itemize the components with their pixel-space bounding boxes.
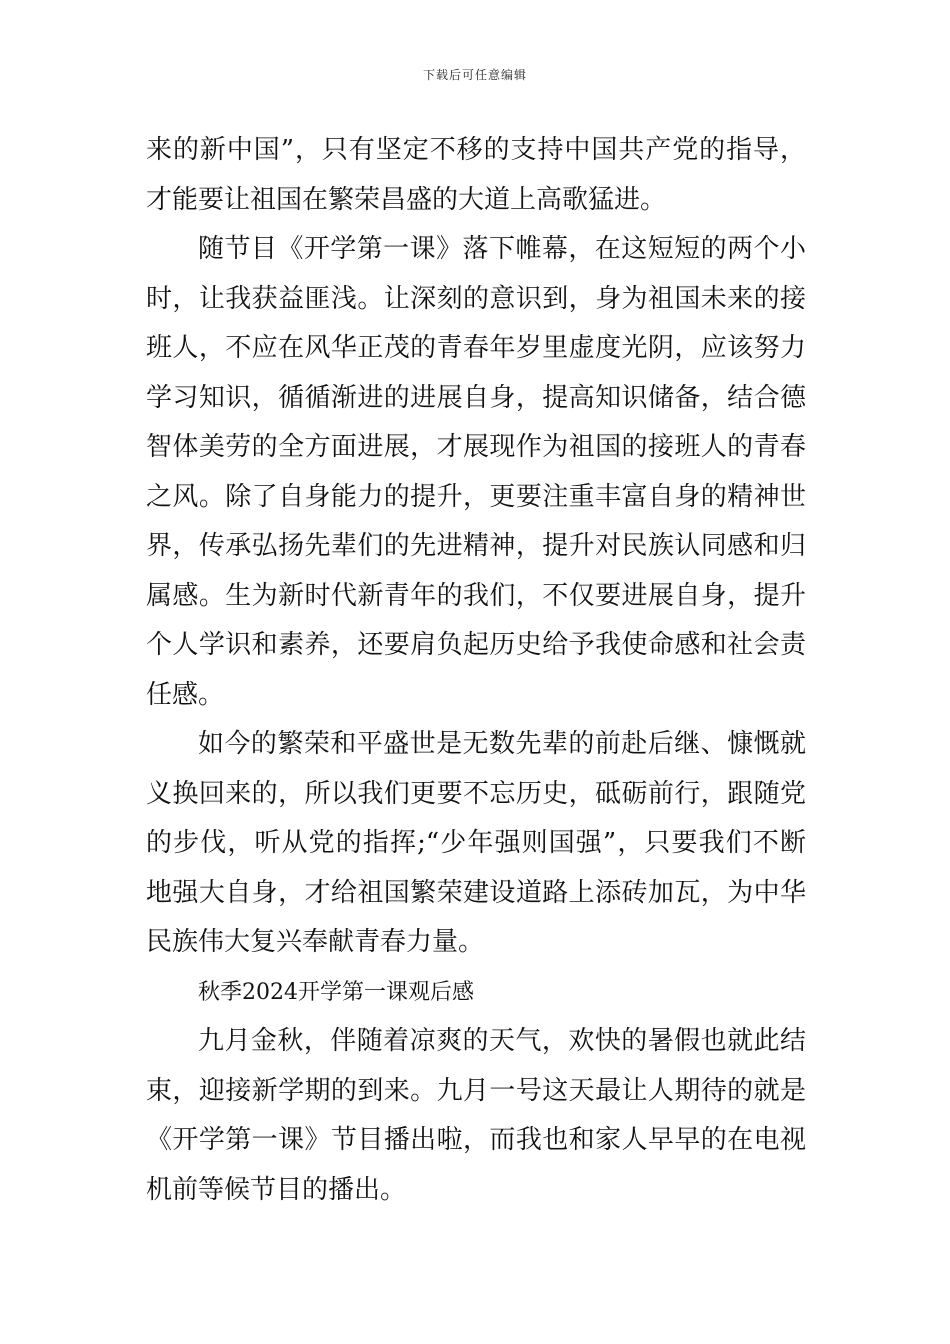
text-line: 任感。 bbox=[146, 679, 225, 710]
paragraph-start-line: 如今的繁荣和平盛世是无数先辈的前赴后继、慷慨就 bbox=[198, 729, 806, 759]
text-line: 之风。除了自身能力的提升，更要注重丰富自身的精神世 bbox=[146, 481, 806, 512]
paragraph-start-line: 九月金秋，伴随着凉爽的天气，欢快的暑假也就此结 bbox=[198, 1026, 806, 1056]
text-line: 《开学第一课》节目播出啦，而我也和家人早早的在电视 bbox=[146, 1125, 806, 1155]
text-line: 民族伟大复兴奉献青春力量。 bbox=[146, 927, 485, 957]
text-line: 义换回来的，所以我们更要不忘历史，砥砺前行，跟随党 bbox=[146, 778, 806, 809]
text-line: 时，让我获益匪浅。让深刻的意识到，身为祖国未来的接 bbox=[146, 283, 806, 314]
header-note: 下载后可任意编辑 bbox=[422, 68, 527, 82]
text-line: 界，传承弘扬先辈们的先进精神，提升对民族认同感和归 bbox=[146, 531, 806, 561]
text-line: 地强大自身，才给祖国繁荣建设道路上添砖加瓦，为中华 bbox=[146, 877, 806, 908]
article-body bbox=[146, 126, 806, 1215]
text-line: 属感。生为新时代新青年的我们，不仅要进展自身，提升 bbox=[146, 580, 806, 611]
text-line: 的步伐，听从党的指挥;“少年强则国强”，只要我们不断 bbox=[146, 828, 806, 858]
text-line: 来的新中国”，只有坚定不移的支持中国共产党的指导， bbox=[146, 135, 806, 165]
text-line: 才能要让祖国在繁荣昌盛的大道上高歌猛进。 bbox=[146, 184, 667, 215]
paragraph-start-line: 随节目《开学第一课》落下帷幕，在这短短的两个小 bbox=[198, 234, 806, 264]
text-line: 机前等候节目的播出。 bbox=[146, 1174, 407, 1205]
section-heading: 秋季2024开学第一课观后感 bbox=[198, 979, 474, 1005]
text-line: 智体美劳的全方面进展，才展现作为祖国的接班人的青春 bbox=[146, 432, 806, 462]
text-line: 班人，不应在风华正茂的青春年岁里虚度光阴，应该努力 bbox=[146, 333, 806, 363]
text-line: 束，迎接新学期的到来。九月一号这天最让人期待的就是 bbox=[146, 1075, 806, 1106]
text-line: 学习知识，循循渐进的进展自身，提高知识储备，结合德 bbox=[146, 382, 806, 413]
text-line: 个人学识和素养，还要肩负起历史给予我使命感和社会责 bbox=[146, 630, 806, 660]
